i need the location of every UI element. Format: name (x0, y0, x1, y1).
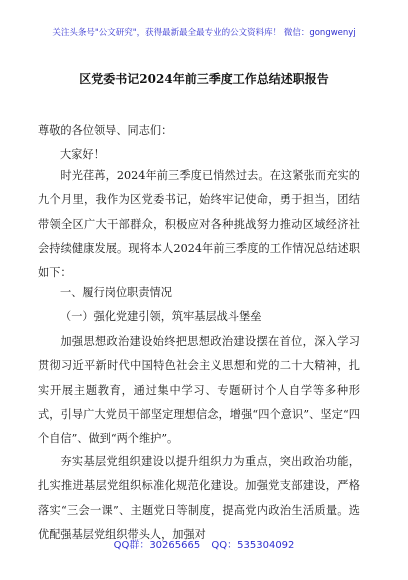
body-paragraph-2: 夯实基层党组织建设以提升组织力为重点，突出政治功能，扎实推进基层党组织标准化规范化建设。加强党支部建设，严格落实“三会一课”、主题党日等制度，提高党内政治生活质量。选优配强基层党组织带头人，加强对 (38, 455, 360, 541)
document-title: 区党委书记2024年前三季度工作总结述职报告 (79, 72, 329, 86)
section-heading: 一、履行岗位职责情况 (60, 286, 172, 299)
subsection-heading: （一）强化党建引领，筑牢基层战斗堡垒 (60, 310, 262, 323)
salutation: 尊敬的各位领导、同志们： (38, 124, 173, 137)
body-paragraph-1: 加强思想政治建设始终把思想政治建设摆在首位，深入学习贯彻习近平新时代中国特色社会主义思想和党的二十大精神，扎实开展主题教育，通过集中学习、专题研讨个人自学等多种形式，引导广大党员干部坚定理想信念，增强“四个意识”、坚定“四个自信”、做到“两个维护”。 (38, 335, 360, 446)
footer-qq-group: QQ群：30265665 (113, 540, 201, 551)
header-banner: 关注头条号"公文研究"，获得最新最全最专业的公文资料库！ 微信：gongwenyj (52, 28, 356, 38)
footer-qq: QQ：535304092 (211, 540, 295, 551)
intro-paragraph: 时光荏苒，2024年前三季度已悄然过去。在这紧张而充实的九个月里，我作为区党委书记，始终牢记使命，勇于担当，团结带领全区广大干部群众，积极应对各种挑战努力推动区域经济社会持续健康发展。现将本人2024年前三季度的工作情况总结述职如下： (38, 169, 360, 280)
greeting: 大家好！ (60, 148, 105, 161)
footer-contact (0, 536, 408, 551)
